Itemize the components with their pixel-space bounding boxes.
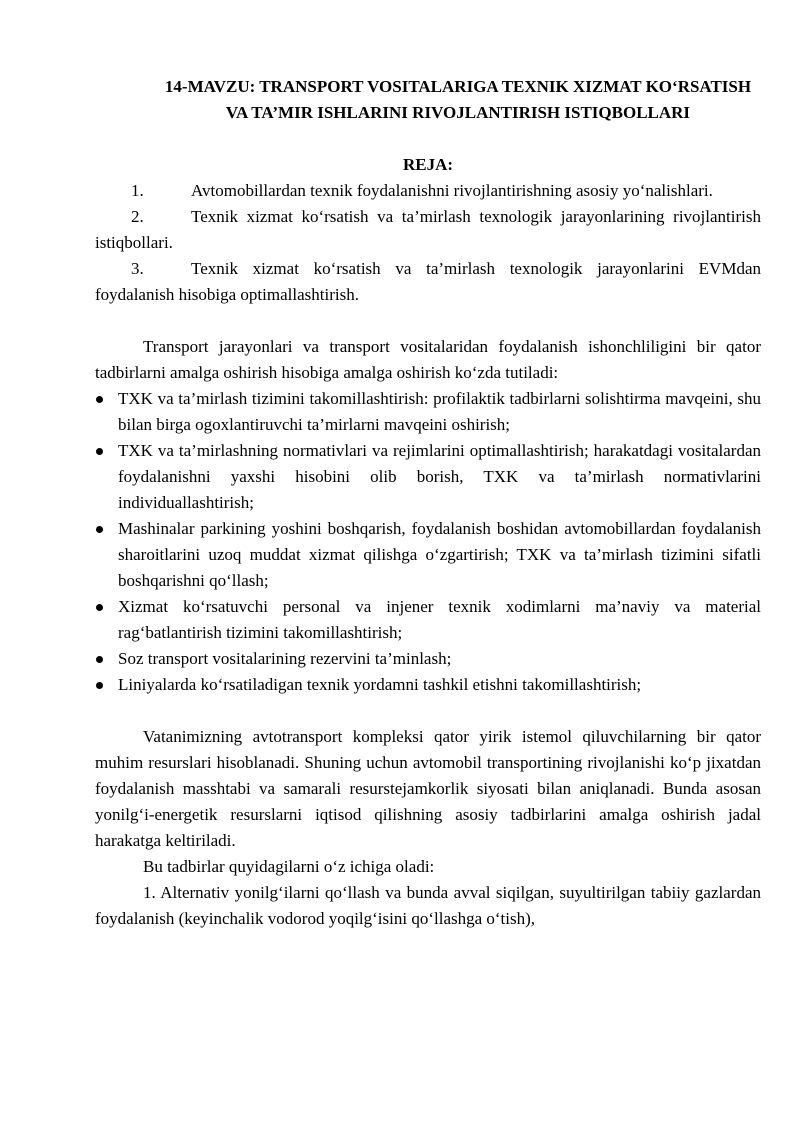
plan-item-number: 2.	[131, 207, 144, 226]
bullet-item	[95, 646, 761, 672]
plan-heading: REJA:	[402, 155, 454, 174]
bullet-item	[95, 594, 761, 646]
bullet-icon	[96, 682, 103, 689]
bullet-text: Xizmat ko‘rsatuvchi personal va injener texnik xodimlarni ma’naviy va material rag‘batlantirish tizimini takomillashtirish;	[118, 597, 761, 642]
spacer	[95, 308, 761, 334]
bullet-item	[95, 516, 761, 594]
plan-item-number: 3.	[131, 259, 144, 278]
bullet-text: TXK va ta’mirlash tizimini takomillashtirish: profilaktik tadbirlarni solishtirma mavqeini, shu bilan birga ogoxlantiruvchi ta’mirlarni mavqeini oshirish;	[118, 389, 761, 434]
plan-item	[95, 204, 761, 256]
plan-item-text: Texnik xizmat ko‘rsatish va ta’mirlash texnologik jarayonlarining rivojlantirish istiqbollari.	[95, 207, 761, 252]
plan-list	[95, 178, 761, 308]
bullet-list	[95, 386, 761, 698]
plan-item-text: Avtomobillardan texnik foydalanishni rivojlantirishning asosiy yo‘nalishlari.	[191, 181, 713, 200]
bullet-icon	[96, 656, 103, 663]
bullet-icon	[96, 448, 103, 455]
spacer	[95, 698, 761, 724]
bullet-item	[95, 672, 761, 698]
intro-paragraph: Transport jarayonlari va transport vositalaridan foydalanish ishonchliligini bir qator tadbirlarni amalga oshirish hisobiga amalga oshirish ko‘zda tutiladi:	[95, 337, 761, 382]
document-title: 14-MAVZU: TRANSPORT VOSITALARIGA TEXNIK XIZMAT KO‘RSATISH VA TA’MIR ISHLARINI RIVOJLANTIRISH ISTIQBOLLARI	[164, 77, 752, 122]
plan-item	[95, 178, 761, 204]
bullet-item	[95, 438, 761, 516]
bullet-text: Soz transport vositalarining rezervini ta’minlash;	[118, 649, 452, 668]
body-paragraph: Bu tadbirlar quyidagilarni o‘z ichiga oladi:	[143, 857, 435, 876]
plan-item-text: Texnik xizmat ko‘rsatish va ta’mirlash texnologik jarayonlarini EVMdan foydalanish hisobiga optimallashtirish.	[95, 259, 761, 304]
bullet-icon	[96, 396, 103, 403]
bullet-icon	[96, 604, 103, 611]
bullet-text: Mashinalar parkining yoshini boshqarish, foydalanish boshidan avtomobillardan foydalanish sharoitlarini uzoq muddat xizmat qilishga o‘zgartirish; TXK va ta’mirlash tizimini sifatli boshqarishni qo‘llash;	[118, 519, 761, 590]
bullet-item	[95, 386, 761, 438]
bullet-text: TXK va ta’mirlashning normativlari va rejimlarini optimallashtirish; harakatdagi vositalardan foydalanishni yaxshi hisobini olib borish, TXK va ta’mirlash normativlarini individuallashtirish;	[118, 441, 761, 512]
document-page	[95, 74, 761, 932]
body-paragraph: 1. Alternativ yonilg‘ilarni qo‘llash va bunda avval siqilgan, suyultirilgan tabiiy gazlardan foydalanish (keyinchalik vodorod yoqilg‘isini qo‘llashga o‘tish),	[95, 883, 761, 928]
bullet-icon	[96, 526, 103, 533]
body-paragraph: Vatanimizning avtotransport kompleksi qator yirik istemol qiluvchilarning bir qator muhim resurslari hisoblanadi. Shuning uchun avtomobil transportining rivojlanishi ko‘p jixatdan foydalanish masshtabi va samarali resurstejamkorlik siyosati bilan aniqlanadi. Bunda asosan yonilg‘i-energetik resurslarni iqtisod qilishning asosiy tadbirlarini amalga oshirish jadal harakatga keltiriladi.	[95, 727, 761, 850]
plan-item-number: 1.	[131, 181, 144, 200]
plan-item	[95, 256, 761, 308]
bullet-text: Liniyalarda ko‘rsatiladigan texnik yordamni tashkil etishni takomillashtirish;	[118, 675, 642, 694]
